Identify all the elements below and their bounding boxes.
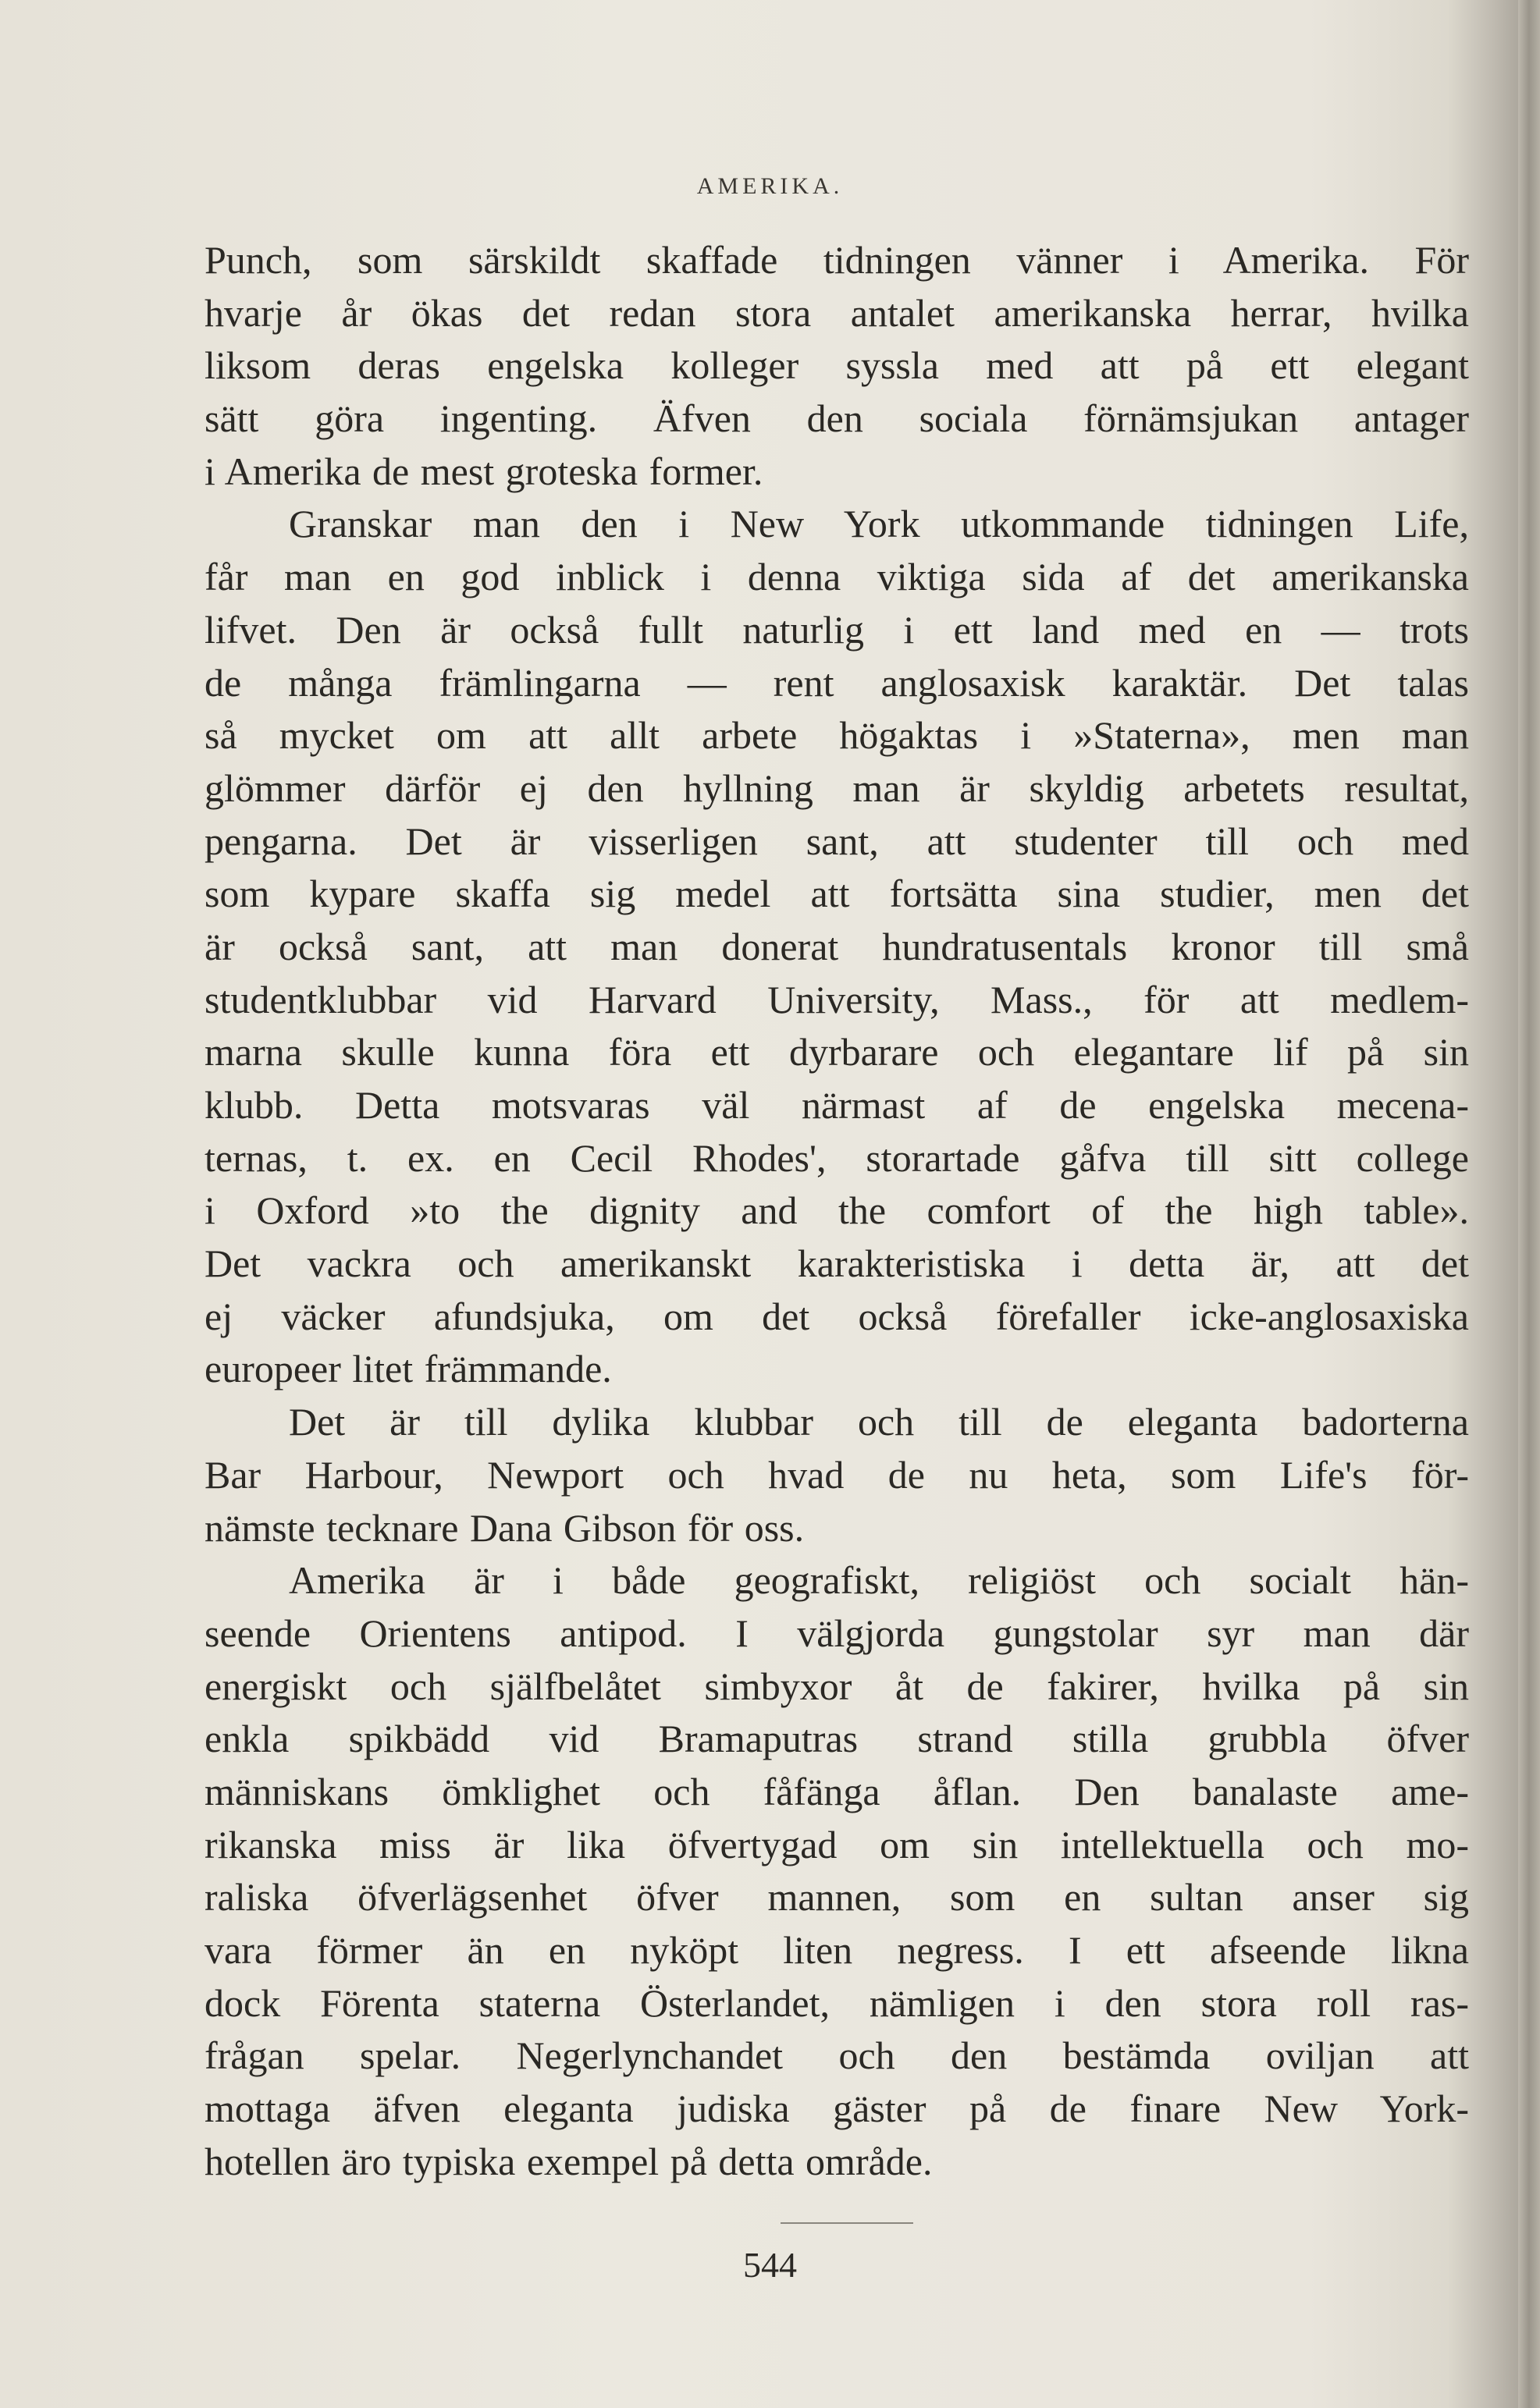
text-line: rikanska miss är lika öfvertygad om sin intellektuella och mo-: [205, 1822, 1469, 1866]
text-line: pengarna. Det är visserligen sant, att studenter till och med: [205, 819, 1469, 863]
text-line: sätt göra ingenting. Äfven den sociala förnämsjukan antager: [205, 396, 1469, 441]
page-edge-shadow: [1518, 0, 1540, 2408]
text-line: vara förmer än en nyköpt liten negress. I ett afseende likna: [205, 1928, 1469, 1972]
text-line: Punch, som särskildt skaffade tidningen vänner i Amerika. För: [205, 238, 1469, 282]
footer-rule: [781, 2222, 913, 2224]
text-line: dock Förenta staterna Österlandet, nämligen i den stora roll ras-: [205, 1980, 1469, 2025]
text-line: glömmer därför ej den hyllning man är skyldig arbetets resultat,: [205, 765, 1469, 810]
text-line: hvarje år ökas det redan stora antalet amerikanska herrar, hvilka: [205, 290, 1469, 335]
text-line: marna skulle kunna föra ett dyrbarare och elegantare lif på sin: [205, 1030, 1469, 1074]
text-line: europeer litet främmande.: [205, 1347, 612, 1391]
text-line: lifvet. Den är också fullt naturlig i ett land med en — trots: [205, 607, 1469, 652]
text-line: ternas, t. ex. en Cecil Rhodes', storartade gåfva till sitt college: [205, 1135, 1469, 1180]
text-line: frågan spelar. Negerlynchandet och den bestämda oviljan att: [205, 2033, 1469, 2078]
text-line: nämste tecknare Dana Gibson för oss.: [205, 1505, 805, 1550]
text-line: i Amerika de mest groteska former.: [205, 449, 763, 493]
text-line: ej väcker afundsjuka, om det också förefaller icke-anglosaxiska: [205, 1294, 1469, 1338]
text-line: de många främlingarna — rent anglosaxisk karaktär. Det talas: [205, 660, 1469, 705]
text-line: seende Orientens antipod. I välgjorda gungstolar syr man där: [205, 1611, 1469, 1655]
page-number: 544: [743, 2245, 797, 2285]
text-line: liksom deras engelska kolleger syssla med att på ett elegant: [205, 343, 1469, 388]
text-line: klubb. Detta motsvaras väl närmast af de engelska mecena-: [205, 1083, 1469, 1127]
text-line: är också sant, att man donerat hundratusentals kronor till små: [205, 924, 1469, 968]
running-head: AMERIKA.: [696, 173, 844, 199]
text-line: människans ömklighet och fåfänga åflan. Den banalaste ame-: [205, 1769, 1469, 1813]
text-line: enkla spikbädd vid Bramaputras strand stilla grubbla öfver: [205, 1717, 1469, 1761]
text-line: studentklubbar vid Harvard University, Mass., för att medlem-: [205, 977, 1469, 1021]
text-line: som kypare skaffa sig medel att fortsätta sina studier, men det: [205, 872, 1469, 916]
text-line: Granskar man den i New York utkommande tidningen Life,: [289, 502, 1469, 546]
text-line: raliska öfverlägsenhet öfver mannen, som en sultan anser sig: [205, 1875, 1469, 1920]
text-line: hotellen äro typiska exempel på detta område.: [205, 2139, 933, 2183]
text-line: får man en god inblick i denna viktiga sida af det amerikanska: [205, 555, 1469, 599]
text-line: energiskt och själfbelåtet simbyxor åt de fakirer, hvilka på sin: [205, 1664, 1469, 1708]
text-line: Det är till dylika klubbar och till de eleganta badorterna: [289, 1400, 1469, 1444]
text-line: Amerika är i både geografiskt, religiöst och socialt hän-: [289, 1558, 1469, 1603]
text-line: i Oxford »to the dignity and the comfort of the high table».: [205, 1188, 1469, 1233]
body-text: [205, 234, 1469, 2188]
text-line: mottaga äfven eleganta judiska gäster på de finare New York-: [205, 2087, 1469, 2131]
text-line: Det vackra och amerikanskt karakteristiska i detta är, att det: [205, 1241, 1469, 1286]
text-line: så mycket om att allt arbete högaktas i »Staterna», men man: [205, 713, 1469, 758]
text-line: Bar Harbour, Newport och hvad de nu heta, som Life's för-: [205, 1452, 1469, 1497]
